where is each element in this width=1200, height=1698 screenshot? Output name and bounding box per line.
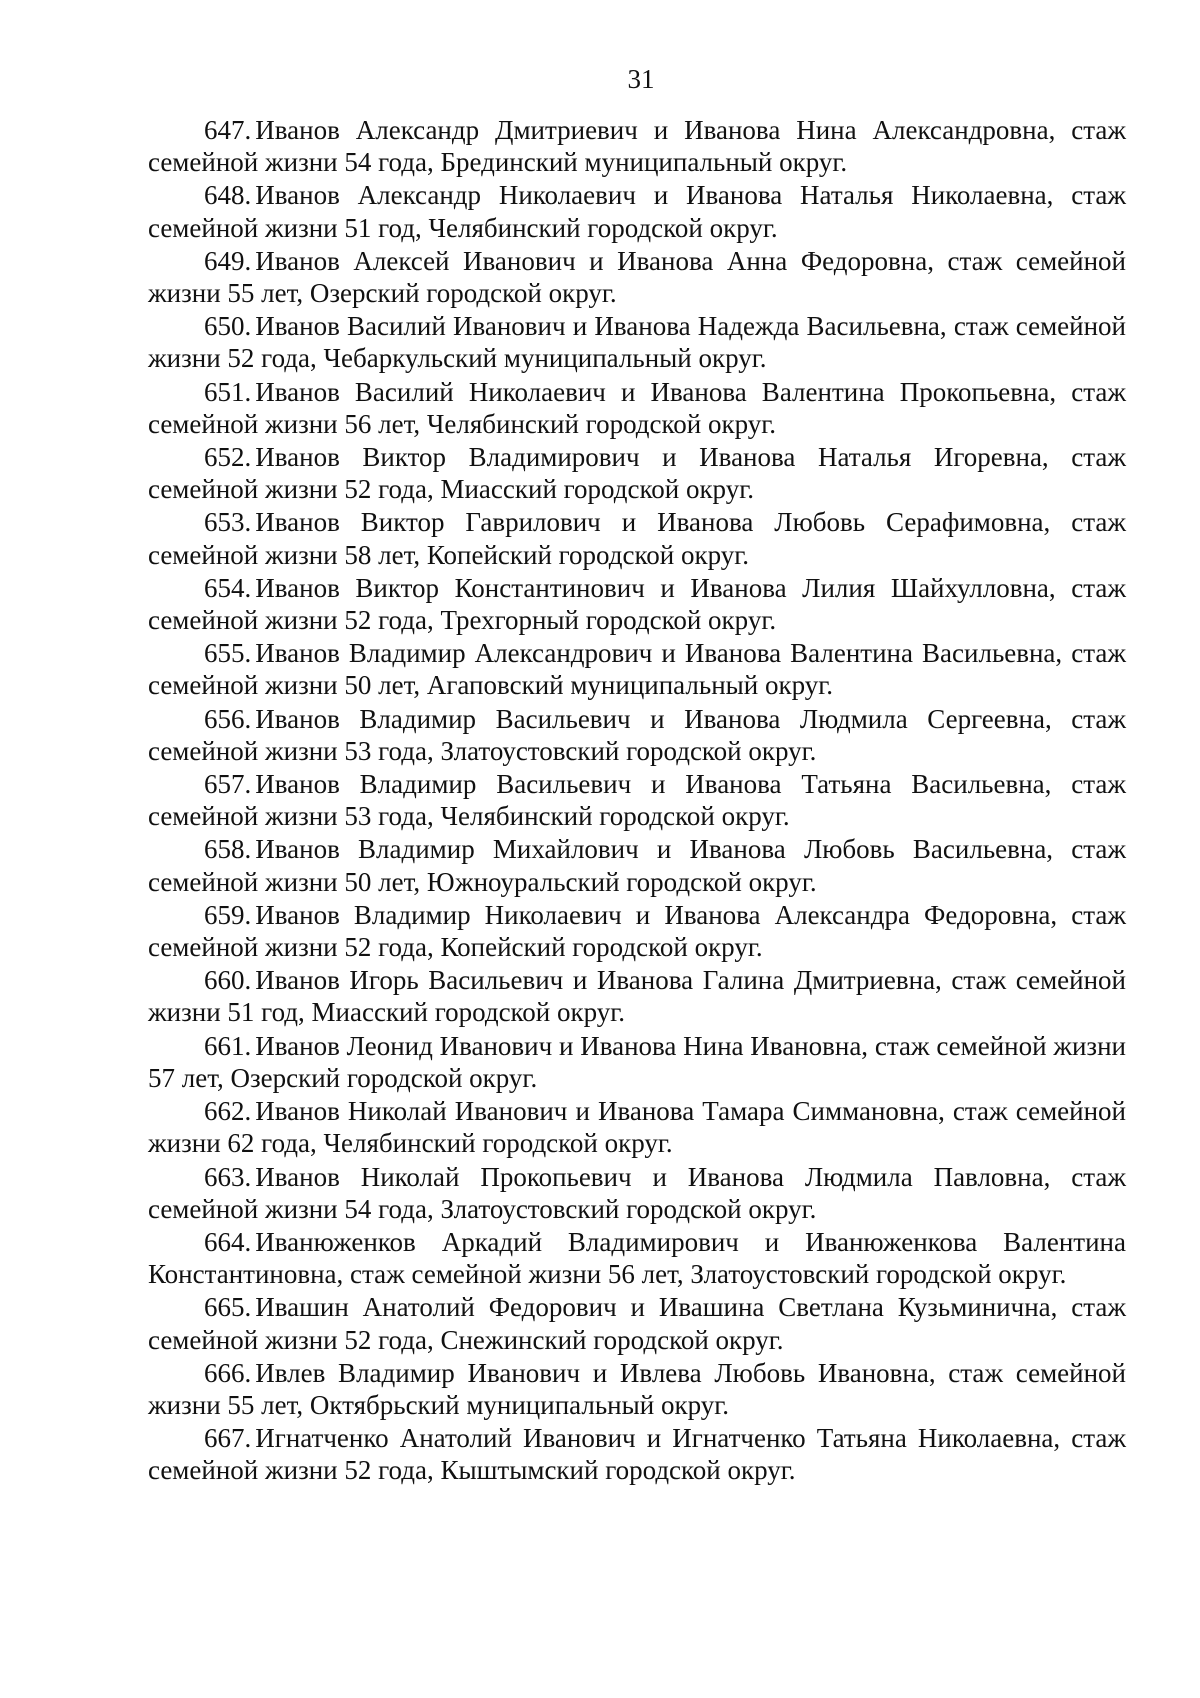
entry-number: 660. [204,965,252,996]
list-item [148,376,1126,440]
entry-text: Иванов Александр Дмитриевич и Иванова Нина Александровна, стаж семейной жизни 54 года, Брединский муниципальный округ. [148,115,1126,178]
entry-number: 654. [204,572,252,603]
entry-number: 663. [204,1161,252,1192]
entry-list [148,114,1126,1487]
entry-text: Иванов Игорь Васильевич и Иванова Галина Дмитриевна, стаж семейной жизни 51 год, Миасский городской округ. [148,965,1126,1028]
entry-number: 653. [204,507,252,538]
entry-text: Ивлев Владимир Иванович и Ивлева Любовь Ивановна, стаж семейной жизни 55 лет, Октябрьский муниципальный округ. [148,1357,1126,1420]
list-item [148,310,1126,374]
list-item [148,1226,1126,1290]
entry-number: 657. [204,769,252,800]
list-item [148,572,1126,636]
list-item [148,703,1126,767]
list-item [148,245,1126,309]
list-item [148,1291,1126,1355]
entry-text: Иванов Владимир Васильевич и Иванова Татьяна Васильевна, стаж семейной жизни 53 года, Челябинский городской округ. [148,769,1126,832]
entry-text: Иванюженков Аркадий Владимирович и Иванюженкова Валентина Константиновна, стаж семейной жизни 56 лет, Златоустовский городской округ. [148,1226,1126,1290]
entry-text: Иванов Владимир Александрович и Иванова Валентина Васильевна, стаж семейной жизни 50 лет, Агаповский муниципальный округ. [148,638,1126,701]
list-item [148,1161,1126,1225]
entry-text: Иванов Алексей Иванович и Иванова Анна Федоровна, стаж семейной жизни 55 лет, Озерский городской округ. [148,245,1126,309]
entry-text: Ивашин Анатолий Федорович и Ивашина Светлана Кузьминична, стаж семейной жизни 52 года, Снежинский городской округ. [148,1292,1126,1355]
entry-number: 656. [204,703,252,734]
list-item [148,179,1126,243]
entry-text: Игнатченко Анатолий Иванович и Игнатченко Татьяна Николаевна, стаж семейной жизни 52 года, Кыштымский городской округ. [148,1423,1126,1486]
entry-number: 655. [204,638,252,669]
list-item [148,1030,1126,1094]
entry-text: Иванов Василий Николаевич и Иванова Валентина Прокопьевна, стаж семейной жизни 56 лет, Челябинский городской округ. [148,376,1126,439]
list-item [148,899,1126,963]
page-number: 31 [627,64,655,94]
list-item [148,114,1126,178]
entry-number: 647. [204,115,252,145]
entry-number: 659. [204,899,252,930]
entry-number: 662. [204,1096,252,1127]
entry-text: Иванов Виктор Гаврилович и Иванова Любовь Серафимовна, стаж семейной жизни 58 лет, Копейский городской округ. [148,507,1126,570]
entry-text: Иванов Виктор Константинович и Иванова Лилия Шайхулловна, стаж семейной жизни 52 года, Трехгорный городской округ. [148,572,1126,636]
entry-text: Иванов Николай Иванович и Иванова Тамара Симмановна, стаж семейной жизни 62 года, Челябинский городской округ. [148,1096,1126,1159]
list-item [148,637,1126,701]
entry-number: 664. [204,1226,252,1257]
entry-number: 666. [204,1357,252,1388]
list-item [148,833,1126,897]
entry-number: 649. [204,245,252,276]
entry-number: 661. [204,1030,252,1061]
document-page [148,64,1126,1488]
entry-text: Иванов Александр Николаевич и Иванова Наталья Николаевна, стаж семейной жизни 51 год, Челябинский городской округ. [148,180,1126,243]
entry-number: 658. [204,834,252,865]
list-item [148,1357,1126,1421]
entry-number: 650. [204,311,252,342]
list-item [148,506,1126,570]
entry-text: Иванов Николай Прокопьевич и Иванова Людмила Павловна, стаж семейной жизни 54 года, Златоустовский городской округ. [148,1161,1126,1224]
list-item [148,964,1126,1028]
entry-text: Иванов Владимир Михайлович и Иванова Любовь Васильевна, стаж семейной жизни 50 лет, Южноуральский городской округ. [148,834,1126,897]
list-item [148,1095,1126,1159]
entry-number: 648. [204,180,252,211]
entry-text: Иванов Леонид Иванович и Иванова Нина Ивановна, стаж семейной жизни 57 лет, Озерский городской округ. [148,1030,1126,1093]
list-item [148,441,1126,505]
entry-number: 652. [204,442,252,473]
entry-text: Иванов Владимир Васильевич и Иванова Людмила Сергеевна, стаж семейной жизни 53 года, Златоустовский городской округ. [148,703,1126,766]
entry-text: Иванов Виктор Владимирович и Иванова Наталья Игоревна, стаж семейной жизни 52 года, Миасский городской округ. [148,442,1126,505]
entry-text: Иванов Владимир Николаевич и Иванова Александра Федоровна, стаж семейной жизни 52 года, Копейский городской округ. [148,899,1126,963]
entry-text: Иванов Василий Иванович и Иванова Надежда Васильевна, стаж семейной жизни 52 года, Чебаркульский муниципальный округ. [148,311,1126,374]
entry-number: 667. [204,1423,252,1454]
entry-number: 665. [204,1292,252,1323]
entry-number: 651. [204,376,252,407]
list-item [148,1422,1126,1486]
list-item [148,768,1126,832]
